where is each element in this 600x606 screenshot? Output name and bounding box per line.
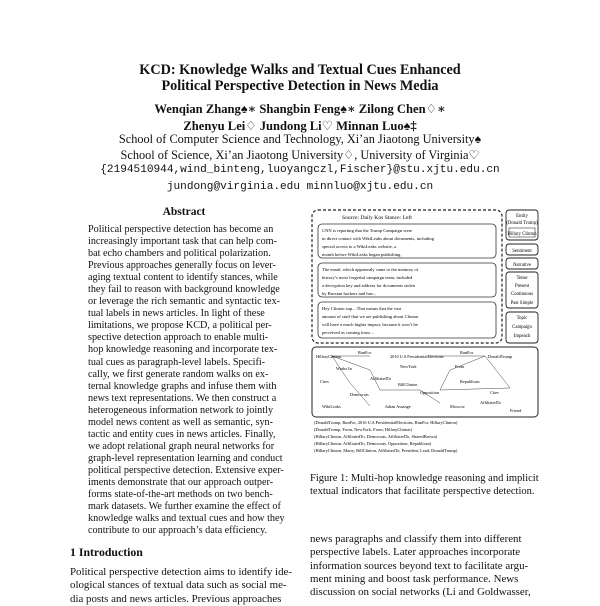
paper-title: KCD: Knowledge Walks and Textual Cues Enhanced Political Perspective Detection in News Media (139, 62, 461, 94)
svg-text:(Donald Trump): (Donald Trump) (506, 221, 538, 226)
svg-text:Entity: Entity (516, 214, 528, 219)
svg-text:2016 U.S.PresidentialElections: 2016 U.S.PresidentialElections (390, 354, 444, 359)
author-emails: {2194510944,wind_binteng,luoyangczl,Fischer}@stu.xjtu.edu.cn jundong@virginia.edu minnluo@xjtu.edu.cn (100, 164, 500, 193)
svg-text:will have a much higher impact: will have a much higher impact, because it won’t be (322, 322, 418, 327)
svg-text:Democrats: Democrats (350, 392, 369, 397)
svg-text:Narrative: Narrative (512, 263, 532, 268)
svg-text:in direct contact with WikiLea: in direct contact with WikiLeaks about documents, including (322, 236, 434, 241)
svg-text:month before WikiLeaks began p: month before WikiLeaks began publishing. (322, 252, 402, 257)
svg-text:Moscow: Moscow (450, 404, 465, 409)
svg-text:Cites: Cites (490, 390, 499, 395)
svg-text:(DonaldTrump, From, NewYork, F: (DonaldTrump, From, NewYork, From, HillaryClinton) (314, 427, 412, 432)
svg-text:HillaryClinton: HillaryClinton (316, 354, 342, 359)
right-column-text: news paragraphs and classify them into different perspective labels. Later approaches incorporate information sources beyond text to facilitate argu- ment mining and boost task performance. News discussion on social networks (Li and Goldwasser, (310, 533, 531, 599)
svg-text:Present: Present (514, 284, 530, 289)
affiliations: School of Computer Science and Technology, Xi’an Jiaotong University♠ School of Science, Xi’an Jiaotong University♢, University of Virginia♡ (118, 132, 482, 162)
svg-text:perceived as coming from ...: perceived as coming from ... (322, 330, 375, 335)
svg-text:Tense: Tense (516, 276, 528, 281)
svg-text:Continuous: Continuous (510, 292, 534, 297)
svg-text:CNN is reporting that the Trum: CNN is reporting that the Trump Campaign were (322, 228, 413, 233)
figure-caption: Figure 1: Multi-hop knowledge reasoning and implicit textual indicators that facilitate perspective detection. (310, 473, 539, 497)
svg-text:Friend: Friend (510, 408, 522, 413)
svg-text:AffiliatedTo: AffiliatedTo (480, 400, 502, 405)
abstract-heading: Abstract (162, 206, 206, 218)
svg-text:(DonaldTrump, RunFor, 2016 U.S: (DonaldTrump, RunFor, 2016 U.S.PresidentialElections, RunFor, HillaryClinton) (314, 420, 458, 425)
svg-text:Topic: Topic (516, 316, 528, 321)
svg-text:by Russian hackers and hav...: by Russian hackers and hav... (322, 291, 377, 296)
svg-text:(HillaryClinton, AffiliatedTo,: (HillaryClinton, AffiliatedTo, Democrats, AffiliatedTo, SharedBrown) (314, 434, 438, 439)
figure-1 (310, 208, 540, 458)
author-list: Wenqian Zhang♠∗ Shangbin Feng♠∗ Zilong Chen♢∗ Zhenyu Lei♢ Jundong Li♡ Minnan Luo♠‡ (154, 102, 446, 133)
figure-walks (314, 420, 458, 454)
svg-text:The email, which apparently ca: The email, which apparently came to the memory of (322, 267, 419, 272)
svg-text:BillClinton: BillClinton (398, 382, 418, 387)
svg-text:Republican: Republican (460, 379, 480, 384)
svg-text:a decryption key and address f: a decryption key and address for documents stolen (322, 283, 415, 288)
figure-legend (506, 210, 538, 343)
svg-text:WikiLeaks: WikiLeaks (322, 404, 341, 409)
svg-text:Opposition: Opposition (420, 390, 440, 395)
svg-text:AffiliatedTo: AffiliatedTo (370, 376, 392, 381)
svg-text:RunFor: RunFor (358, 350, 372, 355)
svg-text:RunFor: RunFor (460, 350, 474, 355)
section-heading-introduction: 1 Introduction (70, 545, 143, 559)
svg-text:Sentiment: Sentiment (512, 249, 532, 254)
svg-text:Campaign: Campaign (512, 325, 532, 330)
figure-source-header: Source: Daily Kos Stance: Left (342, 215, 412, 221)
svg-text:Julian Assange: Julian Assange (385, 404, 411, 409)
svg-text:Impeach: Impeach (513, 334, 531, 339)
svg-text:(HillaryClinton, Marry, BillCl: (HillaryClinton, Marry, BillClinton, AffiliatedTo, President, Lead, DonaldTrump) (314, 448, 458, 453)
abstract-text: Political perspective detection has become an increasingly important task that can help com- bat echo chambers and political polarization. Previous approaches generally focus on lever- aging textual content to identify stances, while they fail to reason with background knowledge or leverage the rich semantic and syntactic tex- tual labels in news articles. In light of these limitations, we propose KCD, a political per- spective detection approach to enable multi- hop knowledge reasoning and incorporate tex- tual cues as paragraph-level labels. Specifi- cally, we first generate random walks on ex- ternal knowledge graphs and infuse them with news text representations. We then construct a heterogeneous information network to jointly model news content as well as semantic, syn- tactic and entity cues in news articles. Finally, we adopt relational graph neural networks for graph-level representation learning and conduct political perspective detection. Extensive exper- iments demonstrate that our approach outper- forms state-of-the-art methods on two bench- mark datasets. We further examine the effect of knowledge walks and textual cues and how they contribute to our approach’s data efficiency. (88, 224, 285, 537)
svg-text:(HillaryClinton, AffiliatedTo,: (HillaryClinton, AffiliatedTo, Democrats, Opposition, Republican) (314, 441, 432, 446)
svg-text:Hillary Clinton: Hillary Clinton (507, 232, 537, 237)
svg-text:Works In: Works In (336, 366, 352, 371)
svg-text:amount of stuff that we are pu: amount of stuff that we are publishing about Clinton (322, 314, 419, 319)
introduction-text: Political perspective detection aims to identify ide- ological stances of textual data such as social me- dia posts and news articles. Previous approaches (70, 566, 292, 605)
svg-text:Cites: Cites (320, 379, 329, 384)
svg-text:history’s most forgetful campa: history’s most forgetful campaign team, included (322, 275, 413, 280)
svg-text:NewYork: NewYork (400, 364, 417, 369)
svg-text:From: From (455, 364, 465, 369)
svg-text:Hey Clinton sup... Th: Hey Clinton sup... That means that the vast (322, 306, 402, 311)
svg-text:Past Simple: Past Simple (510, 301, 534, 306)
svg-text:special access to a WikiLeaks: special access to a WikiLeaks website, a (322, 244, 397, 249)
svg-text:DonaldTrump: DonaldTrump (488, 354, 513, 359)
